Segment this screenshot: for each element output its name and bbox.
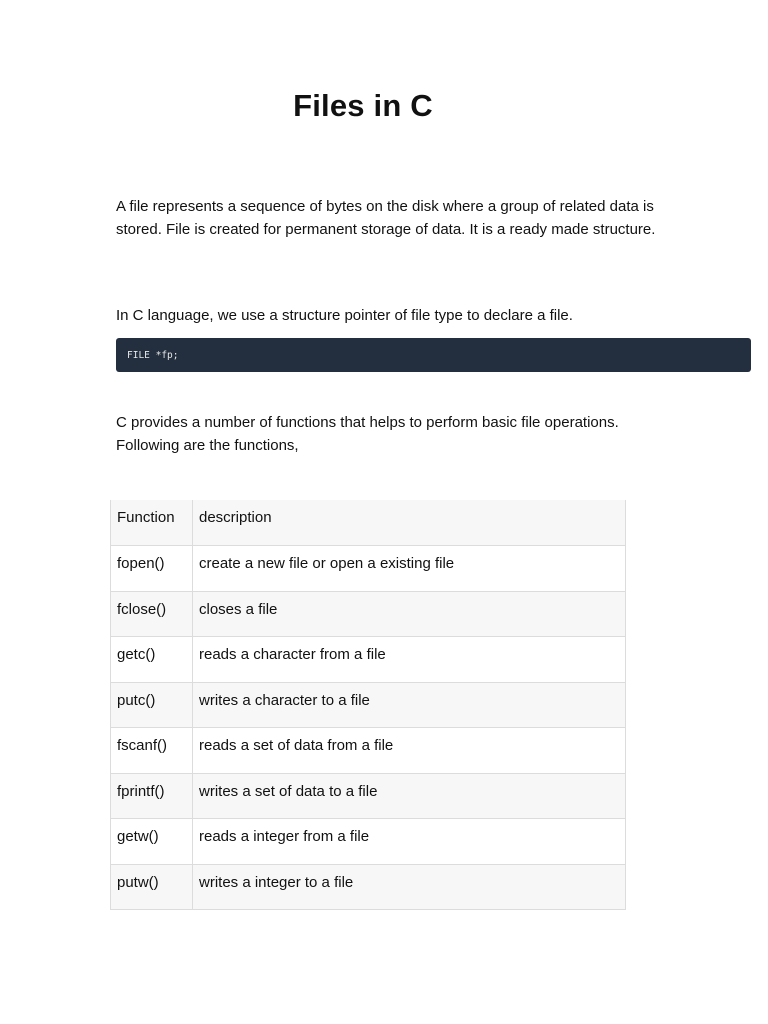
table-row bbox=[111, 773, 626, 819]
table-row bbox=[111, 682, 626, 728]
function-name-cell: fscanf() bbox=[111, 728, 193, 774]
code-block bbox=[116, 338, 751, 372]
functions-intro-paragraph: C provides a number of functions that helps to perform basic file operations. Following are the functions, bbox=[116, 414, 619, 454]
declare-paragraph: In C language, we use a structure pointer of file type to declare a file. bbox=[116, 307, 573, 324]
table-header-cell: Function bbox=[111, 500, 193, 546]
function-name-cell: fprintf() bbox=[111, 773, 193, 819]
code-snippet: FILE *fp; bbox=[127, 349, 179, 361]
function-name-cell: fclose() bbox=[111, 591, 193, 637]
table-header-row bbox=[111, 500, 626, 546]
table-row bbox=[111, 591, 626, 637]
function-name-cell: getw() bbox=[111, 819, 193, 865]
table-row bbox=[111, 864, 626, 910]
function-description-cell: closes a file bbox=[193, 591, 626, 637]
function-description-cell: reads a set of data from a file bbox=[193, 728, 626, 774]
function-description-cell: writes a set of data to a file bbox=[193, 773, 626, 819]
function-description-cell: reads a character from a file bbox=[193, 637, 626, 683]
function-name-cell: getc() bbox=[111, 637, 193, 683]
table-row bbox=[111, 637, 626, 683]
function-description-cell: writes a integer to a file bbox=[193, 864, 626, 910]
table-row bbox=[111, 819, 626, 865]
function-name-cell: putc() bbox=[111, 682, 193, 728]
table-header-cell: description bbox=[193, 500, 626, 546]
page-title: Files in C bbox=[293, 88, 433, 123]
function-description-cell: create a new file or open a existing file bbox=[193, 546, 626, 592]
intro-paragraph: A file represents a sequence of bytes on the disk where a group of related data is stored. File is created for permanent storage of data. It is a ready made structure. bbox=[116, 198, 656, 238]
function-description-cell: writes a character to a file bbox=[193, 682, 626, 728]
function-name-cell: putw() bbox=[111, 864, 193, 910]
functions-table bbox=[110, 500, 626, 910]
table-row bbox=[111, 728, 626, 774]
function-name-cell: fopen() bbox=[111, 546, 193, 592]
table-row bbox=[111, 546, 626, 592]
function-description-cell: reads a integer from a file bbox=[193, 819, 626, 865]
